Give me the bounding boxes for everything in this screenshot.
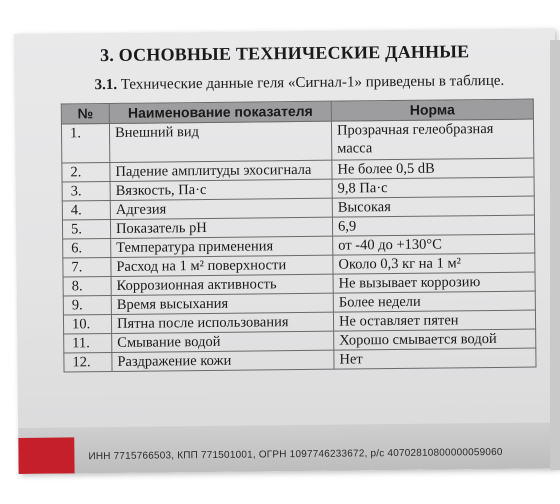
header-norm: Норма [331,99,533,121]
row-parameter: Показатель pH [110,217,332,238]
row-number: 8. [63,276,111,296]
row-parameter: Температура применения [111,236,333,257]
row-parameter: Расход на 1 м² поверхности [111,255,333,276]
row-number: 11. [64,333,112,353]
red-brand-stripe [18,437,74,474]
row-number: 10. [63,314,111,334]
row-parameter: Время высыхания [111,293,333,314]
intro-number: 3.1. [94,76,118,94]
row-value: от -40 до +130°С [333,234,535,255]
row-parameter: Смывание водой [112,331,334,352]
row-number: 5. [62,220,110,240]
row-parameter: Раздражение кожи [112,350,334,371]
row-value: Не оставляет пятен [333,310,535,331]
row-number: 7. [63,257,111,277]
row-value: Прозрачная гелеобразная масса [331,119,533,160]
row-value: Около 0,3 кг на 1 м² [333,253,535,274]
row-value: Хорошо смывается водой [334,329,536,350]
row-number: 9. [63,295,111,315]
page-edge [550,40,560,470]
row-number: 3. [62,182,110,202]
specs-table [61,99,537,373]
row-value: 6,9 [332,215,534,236]
row-number: 4. [62,201,110,221]
row-parameter: Внешний вид [109,121,331,162]
row-number: 2. [62,163,110,183]
row-value: Нет [334,348,536,369]
row-value: Более недели [333,291,535,312]
row-number: 12. [64,352,112,372]
row-parameter: Падение амплитуды эхосигнала [110,160,332,181]
row-number: 6. [63,238,111,258]
row-value: 9,8 Па·с [332,177,534,198]
table-row [61,119,533,163]
footer-requisites: ИНН 7715766503, КПП 771501001, ОГРН 1097746233672, р/с 40702810800000059060 [88,446,503,463]
header-number: № [61,104,109,125]
row-parameter: Коррозионная активность [111,274,333,295]
row-parameter: Пятна после использования [111,312,333,333]
row-value: Не более 0,5 dB [332,158,534,179]
intro-text: Технические данные геля «Сигнал-1» приведены в таблице. [116,72,505,93]
row-value: Высокая [332,196,534,217]
section-title: 3. ОСНОВНЫЕ ТЕХНИЧЕСКИЕ ДАННЫЕ [99,41,470,66]
document-sheet [14,28,560,474]
row-value: Не вызывает коррозию [333,272,535,293]
intro-line [94,73,504,94]
header-parameter: Наименование показателя [109,101,331,123]
row-parameter: Вязкость, Па·с [110,179,332,200]
row-number: 1. [61,124,109,164]
row-parameter: Адгезия [110,198,332,219]
